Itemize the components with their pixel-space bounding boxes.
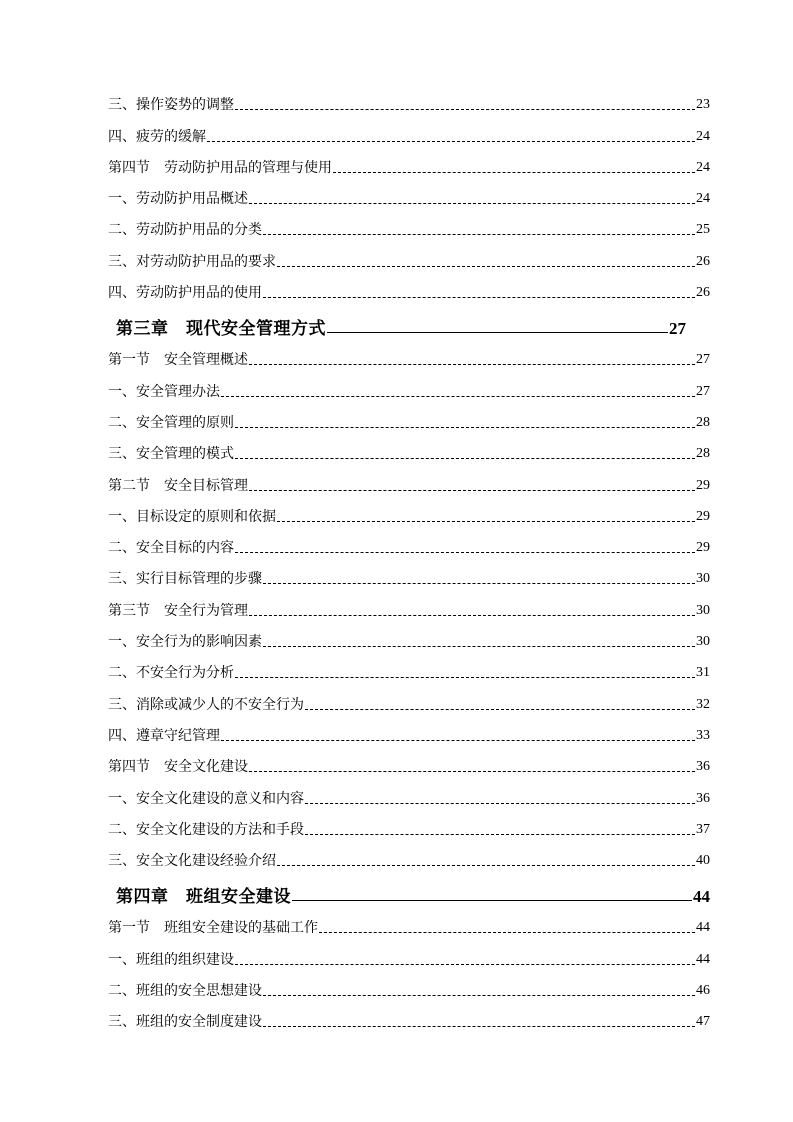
toc-entry-title: 三、安全文化建设经验介绍	[108, 853, 276, 870]
toc-entry[interactable]	[108, 401, 710, 432]
toc-chapter-page: 27	[669, 319, 686, 339]
toc-section-entry[interactable]	[108, 745, 710, 776]
toc-chapter-entry[interactable]	[108, 870, 710, 906]
toc-entry-page: 26	[696, 285, 710, 301]
dot-leader	[292, 900, 692, 901]
toc-entry-page: 29	[696, 477, 710, 493]
toc-entry-page: 33	[696, 727, 710, 743]
toc-entry-title: 第四节 劳动防护用品的管理与使用	[108, 159, 332, 176]
toc-entry-page: 44	[696, 951, 710, 967]
toc-entry[interactable]	[108, 620, 710, 651]
toc-entry-page: 36	[696, 759, 710, 775]
dot-leader	[221, 740, 695, 741]
toc-entry-title: 三、消除或减少人的不安全行为	[108, 696, 304, 713]
toc-entry[interactable]	[108, 969, 710, 1000]
dot-leader	[327, 332, 668, 333]
toc-entry-page: 30	[696, 634, 710, 650]
toc-entry-page: 32	[696, 696, 710, 712]
toc-entry[interactable]	[108, 432, 710, 463]
toc-entry-title: 三、班组的安全制度建设	[108, 1014, 262, 1031]
dot-leader	[263, 1026, 695, 1027]
toc-entry-title: 第一节 安全管理概述	[108, 352, 248, 369]
toc-entry[interactable]	[108, 776, 710, 807]
dot-leader	[249, 615, 695, 616]
toc-entry[interactable]	[108, 937, 710, 968]
toc-entry-page: 40	[696, 853, 710, 869]
toc-entry-title: 二、班组的安全思想建设	[108, 983, 262, 1000]
toc-entry[interactable]	[108, 682, 710, 713]
toc-entry-title: 四、疲劳的缓解	[108, 128, 206, 145]
toc-section-entry[interactable]	[108, 906, 710, 937]
toc-entry-page: 28	[696, 446, 710, 462]
dot-leader	[263, 297, 695, 298]
toc-entry-title: 二、劳动防护用品的分类	[108, 222, 262, 239]
toc-entry-page: 24	[696, 159, 710, 175]
dot-leader	[305, 803, 695, 804]
toc-entry-title: 第四节 安全文化建设	[108, 759, 248, 776]
dot-leader	[263, 995, 695, 996]
dot-leader	[235, 552, 695, 553]
toc-entry-title: 三、安全管理的模式	[108, 446, 234, 463]
dot-leader	[263, 583, 695, 584]
toc-entry-title: 第一节 班组安全建设的基础工作	[108, 920, 318, 937]
toc-entry-page: 27	[696, 352, 710, 368]
toc-entry-page: 30	[696, 602, 710, 618]
toc-entry[interactable]	[108, 239, 710, 270]
dot-leader	[277, 266, 695, 267]
toc-entry-page: 29	[696, 508, 710, 524]
toc-entry-page: 23	[696, 97, 710, 113]
toc-entry[interactable]	[108, 177, 710, 208]
dot-leader	[235, 427, 695, 428]
dot-leader	[235, 458, 695, 459]
dot-leader	[249, 771, 695, 772]
toc-entry[interactable]	[108, 114, 710, 145]
toc-entry-page: 25	[696, 222, 710, 238]
toc-entry-title: 四、遵章守纪管理	[108, 727, 220, 744]
toc-section-entry[interactable]	[108, 588, 710, 619]
toc-entry-title: 一、劳动防护用品概述	[108, 191, 248, 208]
dot-leader	[263, 646, 695, 647]
toc-entry-page: 26	[696, 253, 710, 269]
toc-chapter-title: 第四章 班组安全建设	[116, 887, 291, 908]
toc-entry-page: 37	[696, 821, 710, 837]
toc-entry-page: 29	[696, 540, 710, 556]
toc-entry-title: 二、不安全行为分析	[108, 665, 234, 682]
toc-entry[interactable]	[108, 714, 710, 745]
toc-section-entry[interactable]	[108, 146, 710, 177]
toc-entry-title: 一、安全管理办法	[108, 383, 220, 400]
toc-chapter-page: 44	[693, 887, 710, 907]
table-of-contents	[108, 83, 710, 1031]
toc-entry-page: 24	[696, 128, 710, 144]
toc-entry[interactable]	[108, 369, 710, 400]
toc-entry-page: 46	[696, 983, 710, 999]
toc-entry-title: 三、对劳动防护用品的要求	[108, 253, 276, 270]
dot-leader	[277, 865, 695, 866]
dot-leader	[277, 521, 695, 522]
dot-leader	[235, 677, 695, 678]
toc-entry-page: 31	[696, 665, 710, 681]
toc-entry-page: 44	[696, 920, 710, 936]
toc-chapter-title: 第三章 现代安全管理方式	[116, 319, 326, 340]
toc-entry-title: 三、实行目标管理的步骤	[108, 571, 262, 588]
dot-leader	[305, 834, 695, 835]
toc-entry[interactable]	[108, 83, 710, 114]
dot-leader	[263, 234, 695, 235]
toc-chapter-entry[interactable]	[108, 302, 686, 338]
toc-entry[interactable]	[108, 1000, 710, 1031]
toc-entry-title: 第三节 安全行为管理	[108, 602, 248, 619]
toc-entry-title: 二、安全目标的内容	[108, 540, 234, 557]
toc-entry-title: 四、劳动防护用品的使用	[108, 285, 262, 302]
dot-leader	[249, 203, 695, 204]
toc-entry[interactable]	[108, 557, 710, 588]
toc-entry-title: 一、安全文化建设的意义和内容	[108, 790, 304, 807]
toc-section-entry[interactable]	[108, 463, 710, 494]
dot-leader	[235, 964, 695, 965]
toc-entry-page: 36	[696, 790, 710, 806]
toc-entry[interactable]	[108, 271, 710, 302]
dot-leader	[319, 932, 695, 933]
toc-entry-title: 一、班组的组织建设	[108, 951, 234, 968]
toc-entry-page: 30	[696, 571, 710, 587]
toc-entry-page: 47	[696, 1014, 710, 1030]
toc-entry[interactable]	[108, 208, 710, 239]
toc-entry-title: 一、安全行为的影响因素	[108, 634, 262, 651]
dot-leader	[207, 141, 695, 142]
toc-entry-page: 27	[696, 383, 710, 399]
dot-leader	[221, 396, 695, 397]
toc-entry[interactable]	[108, 839, 710, 870]
toc-entry-title: 第二节 安全目标管理	[108, 477, 248, 494]
toc-entry-title: 一、目标设定的原则和依据	[108, 508, 276, 525]
toc-entry[interactable]	[108, 526, 710, 557]
toc-entry[interactable]	[108, 808, 710, 839]
dot-leader	[249, 490, 695, 491]
toc-entry-title: 二、安全管理的原则	[108, 414, 234, 431]
dot-leader	[305, 709, 695, 710]
toc-entry-page: 24	[696, 191, 710, 207]
toc-entry[interactable]	[108, 495, 710, 526]
dot-leader	[249, 364, 695, 365]
toc-entry-page: 28	[696, 414, 710, 430]
toc-entry[interactable]	[108, 651, 710, 682]
toc-section-entry[interactable]	[108, 338, 710, 369]
toc-entry-title: 三、操作姿势的调整	[108, 97, 234, 114]
dot-leader	[235, 109, 695, 110]
dot-leader	[333, 172, 695, 173]
toc-entry-title: 二、安全文化建设的方法和手段	[108, 821, 304, 838]
